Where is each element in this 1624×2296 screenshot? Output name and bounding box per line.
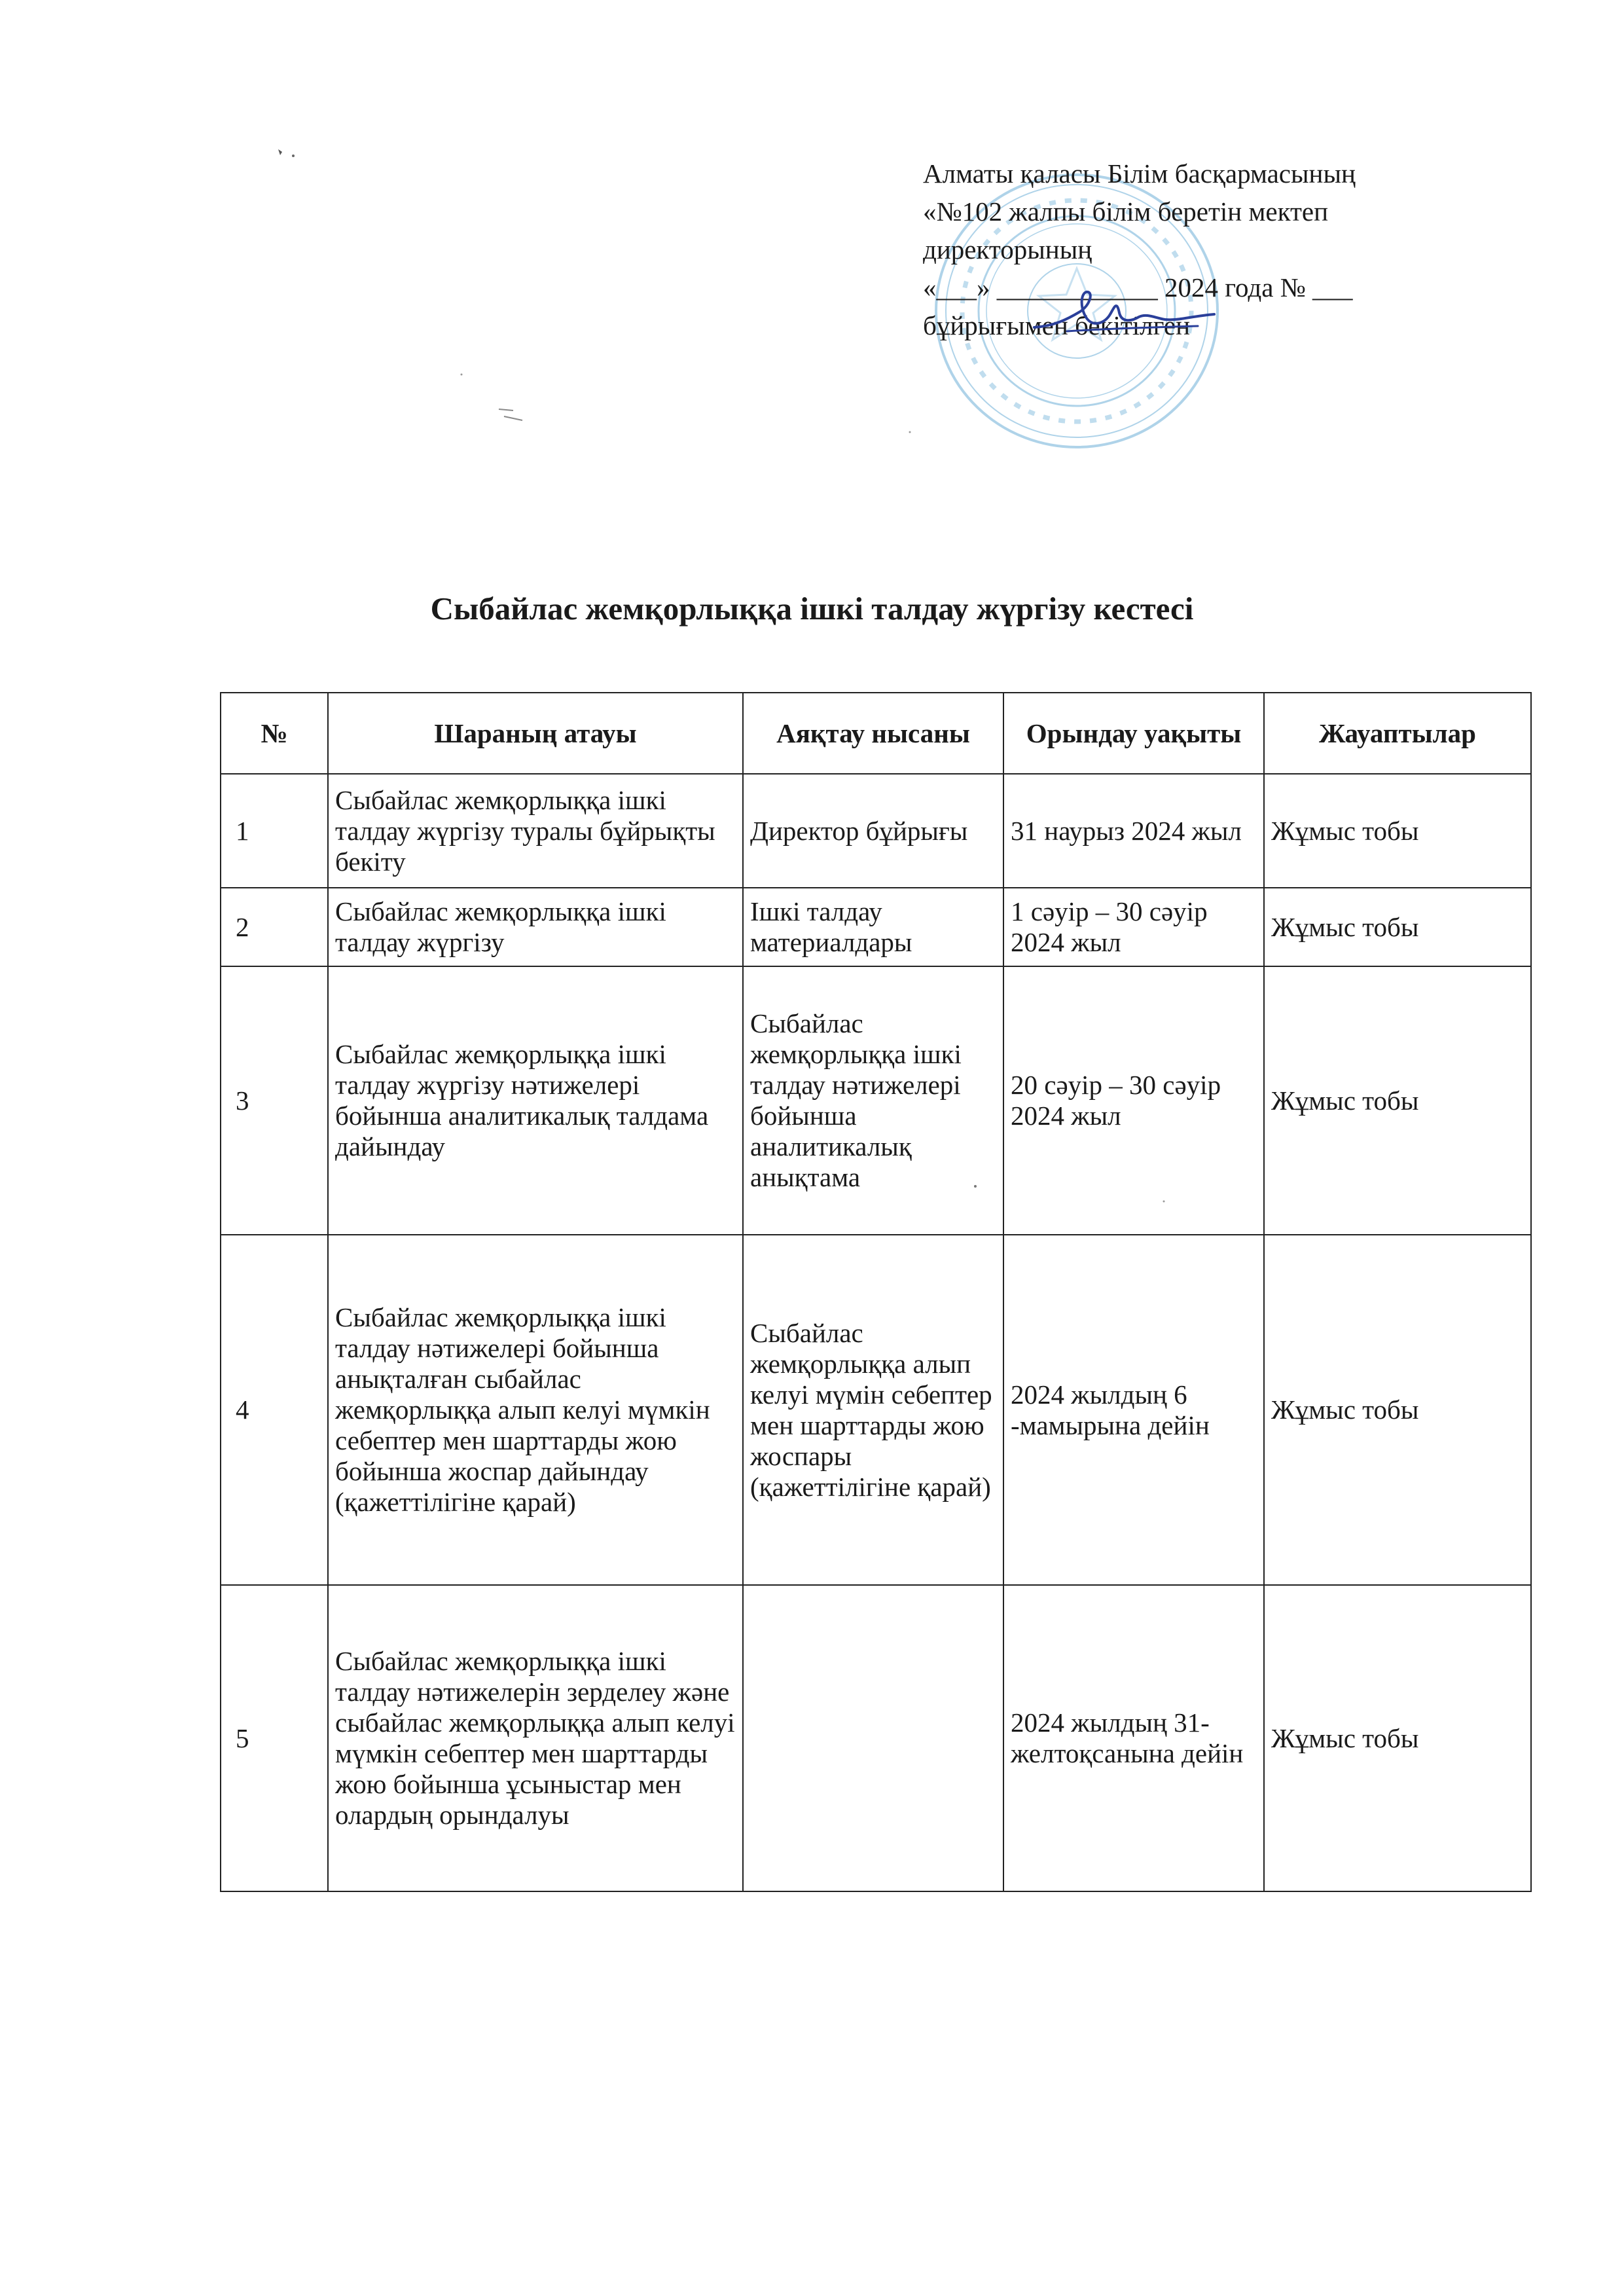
row-number: 1 [221,774,328,888]
approval-line-1: Алматы қаласы Білім басқармасының [923,158,1356,189]
table-row [221,888,1531,966]
row-completion-form: Сыбайлас жемқорлыққа ішкі талдау нәтижелері бойынша аналитикалық анықтама [743,966,1003,1235]
row-number: 2 [221,888,328,966]
header-responsible: Жауаптылар [1264,693,1531,774]
row-responsible: Жұмыс тобы [1264,966,1531,1235]
row-completion-form: Директор бұйрығы [743,774,1003,888]
table-header-row [221,693,1531,774]
analysis-schedule-table [220,692,1532,1892]
table-row [221,966,1531,1235]
row-event-name: Сыбайлас жемқорлыққа ішкі талдау жүргізу туралы бұйрықты бекіту [328,774,743,888]
table-row [221,1585,1531,1891]
row-completion-form [743,1585,1003,1891]
row-completion-form: Сыбайлас жемқорлыққа алып келуі мүмін себептер мен шарттарды жою жоспары (қажеттілігіне қарай) [743,1235,1003,1585]
row-responsible: Жұмыс тобы [1264,774,1531,888]
row-completion-form: Ішкі талдау материалдары [743,888,1003,966]
row-responsible: Жұмыс тобы [1264,1235,1531,1585]
row-event-name: Сыбайлас жемқорлыққа ішкі талдау нәтижелері бойынша анықталған сыбайлас жемқорлыққа алып келуі мүмкін себептер мен шарттарды жою бойынша жоспар дайындау (қажеттілігіне қарай) [328,1235,743,1585]
table-row [221,1235,1531,1585]
director-signature [1028,280,1224,339]
row-deadline: 1 сәуір – 30 сәуір 2024 жыл [1003,888,1264,966]
row-event-name: Сыбайлас жемқорлыққа ішкі талдау жүргізу нәтижелері бойынша аналитикалық талдама дайындау [328,966,743,1235]
row-deadline: 20 сәуір – 30 сәуір 2024 жыл [1003,966,1264,1235]
row-responsible: Жұмыс тобы [1264,1585,1531,1891]
row-deadline: 31 наурыз 2024 жыл [1003,774,1264,888]
header-deadline: Орындау уақыты [1003,693,1264,774]
approval-line-3: директорының [923,234,1092,264]
header-completion-form: Аяқтау нысаны [743,693,1003,774]
row-responsible: Жұмыс тобы [1264,888,1531,966]
header-event-name: Шараның атауы [328,693,743,774]
document-title: Сыбайлас жемқорлыққа ішкі талдау жүргізу кестесі [430,591,1194,627]
row-number: 4 [221,1235,328,1585]
approval-line-4: «___» ____________ 2024 года № ___ [923,272,1353,302]
row-event-name: Сыбайлас жемқорлыққа ішкі талдау жүргізу [328,888,743,966]
row-deadline: 2024 жылдың 6 -мамырына дейін [1003,1235,1264,1585]
row-number: 5 [221,1585,328,1891]
approval-line-2: «№102 жалпы білім беретін мектеп [923,196,1329,227]
row-deadline: 2024 жылдың 31-желтоқсанына дейін [1003,1585,1264,1891]
row-event-name: Сыбайлас жемқорлыққа ішкі талдау нәтижелерін зерделеу және сыбайлас жемқорлыққа алып келуі мүмкін себептер мен шарттарды жою бойынша ұсыныстар мен олардың орындалуы [328,1585,743,1891]
table-row [221,774,1531,888]
header-number: № [221,693,328,774]
approval-line-5: бұйрығымен бекітілген [923,310,1191,340]
row-number: 3 [221,966,328,1235]
